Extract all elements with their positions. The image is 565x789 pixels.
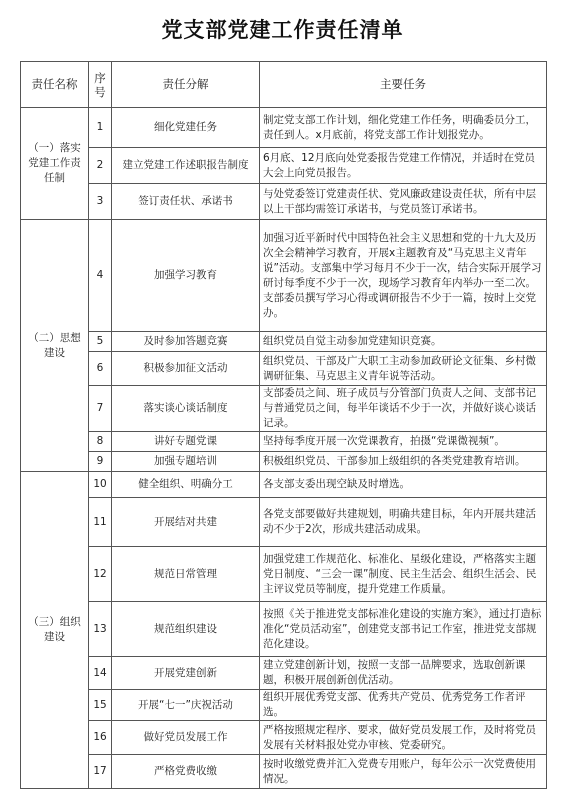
table-row xyxy=(21,657,547,690)
table-row xyxy=(21,498,547,547)
row-task: 严格按照规定程序、要求，做好党员发展工作，及时将党员发展有关材料报处党办审核、党委研究。 xyxy=(260,721,547,755)
row-task: 各党支部要做好共建规划，明确共建目标，年内开展共建活动不少于2次，形成共建活动成果。 xyxy=(260,498,547,547)
row-number: 5 xyxy=(89,332,112,352)
row-item: 及时参加答题竞赛 xyxy=(112,332,260,352)
row-task: 组织党员自觉主动参加党建知识竞赛。 xyxy=(260,332,547,352)
row-number: 11 xyxy=(89,498,112,547)
row-number: 15 xyxy=(89,690,112,721)
row-item: 加强专题培训 xyxy=(112,452,260,472)
category-cell: （三）组织建设 xyxy=(21,472,89,789)
row-item: 讲好专题党课 xyxy=(112,432,260,452)
row-task: 组织开展优秀党支部、优秀共产党员、优秀党务工作者评选。 xyxy=(260,690,547,721)
header-number: 序号 xyxy=(89,62,112,108)
row-task: 加强习近平新时代中国特色社会主义思想和党的十九大及历次全会精神学习教育，开展x主题教育及“马克思主义青年说”活动。支部集中学习每月不少于一次，结合实际开展学习研讨每季度不少于一次，现场学习教育年内举办一至二次。支部委员撰写学习心得或调研报告不少于一篇，按时上交党办。 xyxy=(260,220,547,332)
table-row xyxy=(21,690,547,721)
row-task: 与处党委签订党建责任状、党风廉政建设责任状，所有中层以上干部均需签订承诺书，与党员签订承诺书。 xyxy=(260,184,547,220)
category-cell: （一）落实党建工作责任制 xyxy=(21,108,89,220)
row-number: 8 xyxy=(89,432,112,452)
row-task: 组织党员、干部及广大职工主动参加政研论文征集、乡村微调研征集、马克思主义青年说等活动。 xyxy=(260,352,547,386)
row-number: 9 xyxy=(89,452,112,472)
row-task: 按时收缴党费并汇入党费专用账户，每年公示一次党费使用情况。 xyxy=(260,755,547,789)
row-number: 17 xyxy=(89,755,112,789)
row-item: 落实谈心谈话制度 xyxy=(112,386,260,432)
header-tasks: 主要任务 xyxy=(260,62,547,108)
category-cell: （二）思想建设 xyxy=(21,220,89,472)
table-header-row xyxy=(21,62,547,108)
table-row xyxy=(21,220,547,332)
table-row xyxy=(21,452,547,472)
row-item: 规范日常管理 xyxy=(112,547,260,602)
row-item: 开展党建创新 xyxy=(112,657,260,690)
table-row xyxy=(21,332,547,352)
row-item: 健全组织、明确分工 xyxy=(112,472,260,498)
row-number: 2 xyxy=(89,148,112,184)
table-row xyxy=(21,386,547,432)
row-item: 严格党费收缴 xyxy=(112,755,260,789)
row-task: 按照《关于推进党支部标准化建设的实施方案》，通过打造标准化“党员活动室”，创建党支部书记工作室，推进党支部规范化建设。 xyxy=(260,602,547,657)
row-number: 4 xyxy=(89,220,112,332)
row-number: 12 xyxy=(89,547,112,602)
row-item: 加强学习教育 xyxy=(112,220,260,332)
row-task: 加强党建工作规范化、标准化、星级化建设，严格落实主题党日制度、“三会一课”制度、民主生活会、组织生活会、民主评议党员等制度，提升党建工作质量。 xyxy=(260,547,547,602)
table-row xyxy=(21,602,547,657)
row-number: 3 xyxy=(89,184,112,220)
table-row xyxy=(21,547,547,602)
row-number: 7 xyxy=(89,386,112,432)
row-number: 1 xyxy=(89,108,112,148)
row-task: 积极组织党员、干部参加上级组织的各类党建教育培训。 xyxy=(260,452,547,472)
row-item: 做好党员发展工作 xyxy=(112,721,260,755)
row-item: 建立党建工作述职报告制度 xyxy=(112,148,260,184)
row-item: 规范组织建设 xyxy=(112,602,260,657)
row-item: 细化党建任务 xyxy=(112,108,260,148)
responsibility-table xyxy=(20,61,547,789)
row-task: 制定党支部工作计划，细化党建工作任务，明确委员分工，责任到人。x月底前，将党支部工作计划报党办。 xyxy=(260,108,547,148)
header-category: 责任名称 xyxy=(21,62,89,108)
row-item: 签订责任状、承诺书 xyxy=(112,184,260,220)
row-item: 积极参加征文活动 xyxy=(112,352,260,386)
row-task: 6月底、12月底向处党委报告党建工作情况，并适时在党员大会上向党员报告。 xyxy=(260,148,547,184)
table-row xyxy=(21,755,547,789)
row-item: 开展“七一”庆祝活动 xyxy=(112,690,260,721)
header-breakdown: 责任分解 xyxy=(112,62,260,108)
row-task: 坚持每季度开展一次党课教育，拍摄“党课微视频”。 xyxy=(260,432,547,452)
row-task: 支部委员之间、班子成员与分管部门负责人之间、支部书记与普通党员之间，每半年谈话不少于一次，并做好谈心谈话记录。 xyxy=(260,386,547,432)
row-task: 各支部支委出现空缺及时增选。 xyxy=(260,472,547,498)
row-number: 13 xyxy=(89,602,112,657)
page-title: 党支部党建工作责任清单 xyxy=(161,18,404,42)
row-number: 14 xyxy=(89,657,112,690)
table-row xyxy=(21,432,547,452)
table-row xyxy=(21,721,547,755)
row-number: 16 xyxy=(89,721,112,755)
row-task: 建立党建创新计划，按照一支部一品牌要求，选取创新课题，积极开展创新创优活动。 xyxy=(260,657,547,690)
table-row xyxy=(21,184,547,220)
table-row xyxy=(21,472,547,498)
row-number: 10 xyxy=(89,472,112,498)
table-row xyxy=(21,148,547,184)
row-item: 开展结对共建 xyxy=(112,498,260,547)
row-number: 6 xyxy=(89,352,112,386)
table-row xyxy=(21,108,547,148)
table-row xyxy=(21,352,547,386)
